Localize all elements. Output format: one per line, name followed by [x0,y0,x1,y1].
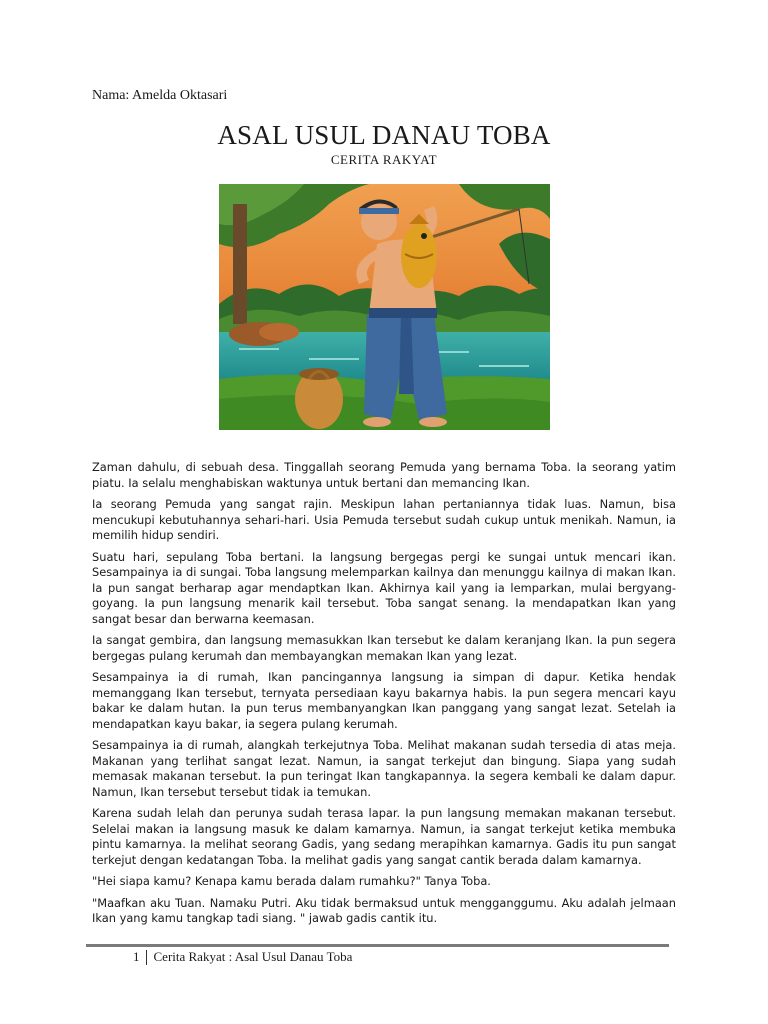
story-paragraph: Sesampainya ia di rumah, Ikan pancingannya langsung ia simpan di dapur. Ketika hendak memanggang Ikan tersebut, ternyata persediaan kayu bakarnya habis. Ia pun segera mencari kayu bakar ke dalam hutan. Ia pun terus membanyangkan Ikan panggang yang sangat lezat. Setelah ia mendapatkan kayu bakar, ia segera pulang kerumah. [92,670,676,731]
story-paragraph: "Maafkan aku Tuan. Namaku Putri. Aku tidak bermaksud untuk mengganggumu. Aku adalah jelmaan Ikan yang kamu tangkap tadi siang. " jawab gadis cantik itu. [92,895,676,925]
story-body [92,460,676,933]
page-subtitle: CERITA RAKYAT [330,152,438,167]
story-paragraph: Ia seorang Pemuda yang sangat rajin. Meskipun lahan pertaniannya tidak luas. Namun, bisa mencukupi kebutuhannya sehari-hari. Usia Pemuda tersebut sudah cukup untuk menikah. Namun, ia memilih hidup sendiri. [92,497,676,542]
footer-separator [146,950,147,965]
page-title: ASAL USUL DANAU TOBA [217,120,551,150]
page-number: 1 [133,949,140,964]
story-paragraph: "Hei siapa kamu? Kenapa kamu berada dalam rumahku?" Tanya Toba. [92,874,491,888]
story-illustration [219,184,550,430]
page-footer [133,949,352,965]
running-title: Cerita Rakyat : Asal Usul Danau Toba [153,949,353,964]
story-paragraph: Ia sangat gembira, dan langsung memasukkan Ikan tersebut ke dalam keranjang Ikan. Ia pun segera bergegas pulang kerumah dan membayangkan memakan Ikan yang lezat. [92,633,676,663]
footer-rule [86,944,669,947]
story-paragraph: Zaman dahulu, di sebuah desa. Tinggallah seorang Pemuda yang bernama Toba. Ia seorang yatim piatu. Ia selalu menghabiskan waktunya untuk bertani dan memancing Ikan. [92,460,676,490]
story-paragraph: Suatu hari, sepulang Toba bertani. Ia langsung bergegas pergi ke sungai untuk mencari ikan. Sesampainya ia di sungai. Toba langsung melemparkan kailnya dan menunggu kailnya di makan Ikan. Ia pun sangat berharap agar mendaptkan Ikan. Akhirnya kail yang ia lemparkan, mulai bergyang-goyang. Ia pun langsung menarik kail tersebut. Toba sangat senang. Ia mendapatkan Ikan yang sangat besar dan berwarna keemasan. [92,549,676,626]
story-paragraph: Sesampainya ia di rumah, alangkah terkejutnya Toba. Melihat makanan sudah tersedia di atas meja. Makanan yang terlihat sangat lezat. Namun, ia sangat terkejut dan bingung. Siapa yang sudah memasak makanan tersebut. Ia pun teringat Ikan tangkapannya. Ia segera kembali ke dalam dapur. Namun, Ikan tersebut tersebut tidak ia temukan. [92,738,676,799]
story-paragraph: Karena sudah lelah dan perunya sudah terasa lapar. Ia pun langsung memakan makanan tersebut. Selelai makan ia langsung masuk ke dalam kamarnya. Namun, ia sangat terkejut ketika membuka pintu kamarnya. Ia melihat seorang Gadis, yang sedang merapihkan kamarnya. Gadis itu pun sangat terkejut dengan kedatangan Toba. Ia melihat gadis yang sangat cantik berada dalam kamarnya. [92,806,676,867]
author-line: Nama: Amelda Oktasari [92,88,228,103]
